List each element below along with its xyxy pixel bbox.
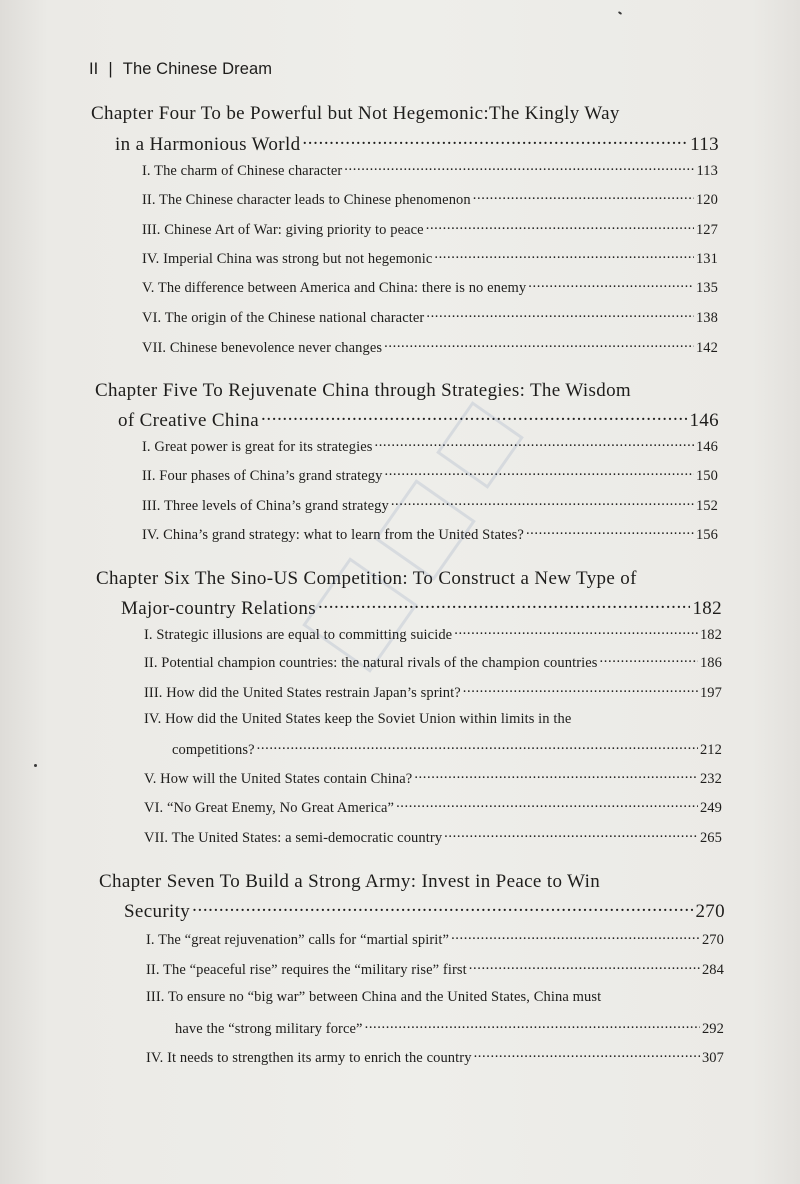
dot-leader: [257, 739, 698, 754]
toc-entry[interactable]: [144, 768, 722, 788]
entry-title: III. Three levels of China’s grand strategy: [142, 497, 389, 514]
entry-title: VI. “No Great Enemy, No Great America”: [144, 799, 395, 816]
dot-leader: [528, 277, 694, 292]
page-number: 182: [692, 598, 722, 619]
page-number: 142: [695, 339, 718, 356]
entry-title: VII. The United States: a semi-democratic country: [144, 829, 443, 846]
entry-title: II. The Chinese character leads to Chinese phenomenon: [142, 191, 471, 208]
dot-leader: [463, 682, 698, 697]
page-number: 284: [701, 961, 724, 978]
toc-entry[interactable]: [142, 436, 718, 456]
dot-leader: [396, 797, 698, 812]
page-number: 146: [689, 410, 719, 431]
folio: II: [89, 60, 99, 78]
page-number: 292: [701, 1020, 724, 1037]
entry-title: II. The “peaceful rise” requires the “military rise” first: [146, 961, 467, 978]
page-number: 146: [695, 438, 718, 455]
page-number: 135: [695, 279, 718, 296]
dot-leader: [473, 189, 694, 204]
page-number: 127: [695, 221, 718, 238]
entry-title: IV. China’s grand strategy: what to learn from the United States?: [142, 526, 524, 543]
header-separator: |: [108, 60, 113, 78]
dot-leader: [302, 131, 688, 150]
dot-leader: [444, 827, 698, 842]
dot-leader: [600, 652, 698, 667]
entry-title: VII. Chinese benevolence never changes: [142, 339, 383, 356]
toc-entry[interactable]: [144, 827, 722, 847]
dot-leader: [474, 1047, 700, 1062]
dot-leader: [426, 307, 694, 322]
dot-leader: [526, 524, 694, 539]
page-number: 182: [699, 626, 722, 643]
toc-entry[interactable]: [142, 307, 718, 327]
page-number: 307: [701, 1049, 724, 1066]
toc-entry-wrapped-line: III. To ensure no “big war” between China and the United States, China must: [146, 989, 602, 1005]
page-number: 113: [690, 134, 719, 155]
toc-entry[interactable]: [146, 929, 724, 949]
chapter-5-title-line-1: Chapter Five To Rejuvenate China through Strategies: The Wisdom: [95, 380, 632, 401]
toc-entry[interactable]: [175, 1018, 724, 1038]
page-number: 131: [695, 250, 718, 267]
dust-speck: [34, 764, 37, 767]
chapter-6-entry[interactable]: [121, 595, 722, 620]
dot-leader: [374, 436, 693, 451]
page-number: 152: [695, 497, 718, 514]
chapter-6-title-line-2: Major-country Relations: [121, 598, 316, 619]
dot-leader: [192, 898, 693, 917]
chapter-4-title-line-2: in a Harmonious World: [115, 134, 301, 155]
page-number: 113: [696, 162, 718, 179]
chapter-4-entry[interactable]: [115, 131, 719, 156]
entry-title: IV. It needs to strengthen its army to enrich the country: [146, 1049, 472, 1066]
entry-title: III. How did the United States restrain Japan’s sprint?: [144, 684, 461, 701]
toc-entry[interactable]: [144, 682, 722, 702]
page-number: 156: [695, 526, 718, 543]
entry-title: I. The charm of Chinese character: [142, 162, 343, 179]
chapter-5-title-line-2: of Creative China: [118, 410, 260, 431]
toc-entry-wrapped-line: IV. How did the United States keep the Soviet Union within limits in the: [144, 711, 572, 727]
dot-leader: [365, 1018, 700, 1033]
toc-entry[interactable]: [144, 652, 722, 672]
toc-entry[interactable]: [142, 248, 718, 268]
toc-entry[interactable]: [144, 624, 722, 644]
entry-title: I. Strategic illusions are equal to committing suicide: [144, 626, 453, 643]
entry-title: IV. Imperial China was strong but not hegemonic: [142, 250, 433, 267]
chapter-7-entry[interactable]: [124, 898, 725, 923]
dot-leader: [384, 337, 694, 352]
running-head: [89, 60, 272, 79]
dot-leader: [414, 768, 698, 783]
dot-leader: [384, 465, 693, 480]
page-number: 120: [695, 191, 718, 208]
page-number: 270: [695, 901, 725, 922]
chapter-5-entry[interactable]: [118, 407, 719, 432]
dot-leader: [261, 407, 687, 426]
toc-entry[interactable]: [142, 495, 718, 515]
dot-leader: [454, 624, 698, 639]
dot-leader: [434, 248, 694, 263]
entry-title: have the “strong military force”: [175, 1020, 363, 1037]
toc-entry[interactable]: [142, 160, 718, 180]
entry-title: II. Four phases of China’s grand strategy: [142, 467, 383, 484]
page-number: 150: [695, 467, 718, 484]
entry-title: competitions?: [172, 741, 255, 758]
entry-title: III. Chinese Art of War: giving priority to peace: [142, 221, 424, 238]
dot-leader: [344, 160, 694, 175]
toc-entry[interactable]: [146, 1047, 724, 1067]
toc-entry[interactable]: [146, 959, 724, 979]
entry-title: II. Potential champion countries: the natural rivals of the champion countries: [144, 654, 598, 671]
page-number: 265: [699, 829, 722, 846]
dot-leader: [391, 495, 694, 510]
page-number: 232: [699, 770, 722, 787]
toc-entry[interactable]: [142, 189, 718, 209]
page-number: 212: [699, 741, 722, 758]
toc-entry[interactable]: [142, 219, 718, 239]
toc-entry[interactable]: [144, 797, 722, 817]
chapter-6-title-line-1: Chapter Six The Sino-US Competition: To Construct a New Type of: [96, 568, 637, 589]
dot-leader: [426, 219, 694, 234]
toc-entry[interactable]: [142, 277, 718, 297]
page-number: 270: [701, 931, 724, 948]
toc-entry[interactable]: [142, 337, 718, 357]
dot-leader: [469, 959, 700, 974]
entry-title: V. The difference between America and China: there is no enemy: [142, 279, 527, 296]
page-number: 138: [695, 309, 718, 326]
toc-entry[interactable]: [142, 465, 718, 485]
page-number: 197: [699, 684, 722, 701]
entry-title: V. How will the United States contain China?: [144, 770, 413, 787]
chapter-7-title-line-1: Chapter Seven To Build a Strong Army: Invest in Peace to Win: [99, 871, 601, 892]
entry-title: I. Great power is great for its strategies: [142, 438, 373, 455]
entry-title: VI. The origin of the Chinese national character: [142, 309, 425, 326]
toc-entry[interactable]: [142, 524, 718, 544]
toc-entry[interactable]: [172, 739, 722, 759]
chapter-7-title-line-2: Security: [124, 901, 191, 922]
page-number: 186: [699, 654, 722, 671]
dot-leader: [318, 595, 690, 614]
chapter-4-title-line-1: Chapter Four To be Powerful but Not Hegemonic:The Kingly Way: [91, 103, 620, 124]
page-number: 249: [699, 799, 722, 816]
entry-title: I. The “great rejuvenation” calls for “martial spirit”: [146, 931, 450, 948]
dot-leader: [451, 929, 700, 944]
book-title: The Chinese Dream: [122, 60, 273, 78]
dust-speck: [618, 11, 622, 15]
